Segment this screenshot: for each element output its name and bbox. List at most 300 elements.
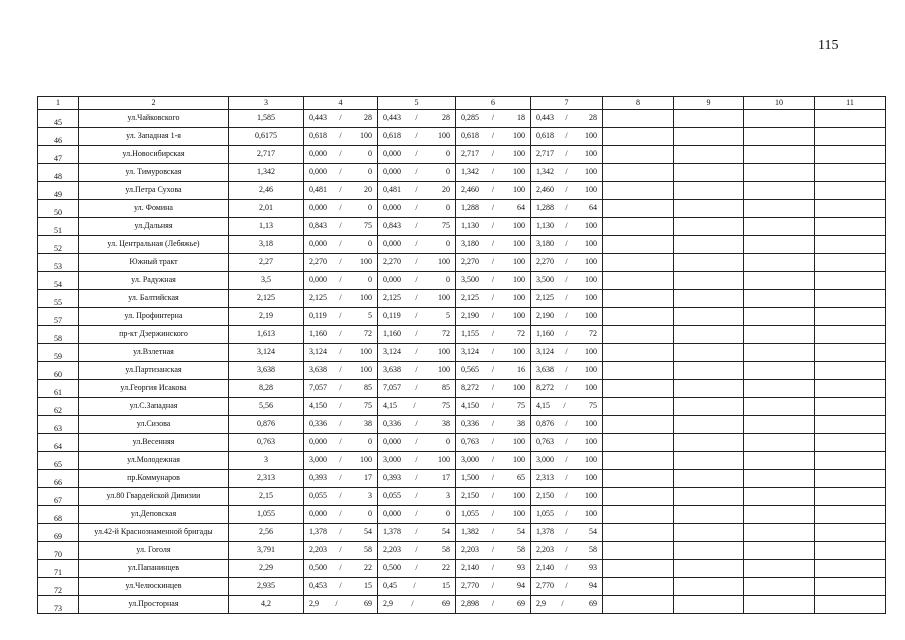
- length-percent-cell: [531, 452, 603, 470]
- percent-value: 0: [367, 203, 372, 213]
- percent-value: 100: [512, 455, 525, 465]
- percent-value: 15: [441, 581, 450, 591]
- length-percent-cell: [456, 452, 531, 470]
- table-row: [38, 506, 886, 524]
- length-value: 0,443: [536, 113, 554, 123]
- length-percent-cell: [378, 470, 456, 488]
- length-percent-cell: [456, 578, 531, 596]
- length-value: 0,618: [461, 131, 479, 141]
- percent-value: 100: [584, 311, 597, 321]
- empty-cell-col-9: [674, 452, 744, 470]
- separator: /: [491, 365, 495, 375]
- separator: /: [413, 581, 416, 591]
- length-value: 1,130: [536, 221, 554, 231]
- length-percent-cell: [456, 308, 531, 326]
- percent-value: 58: [588, 545, 597, 555]
- length-value: 0,119: [383, 311, 401, 321]
- length-value: 2,9: [309, 599, 319, 609]
- length-value: 0,618: [383, 131, 401, 141]
- length-percent-cell: [304, 398, 378, 416]
- percent-value: 0: [367, 149, 372, 159]
- length-percent-cell: [456, 236, 531, 254]
- empty-cell-col-11: [815, 452, 886, 470]
- separator: /: [415, 203, 418, 213]
- separator: /: [339, 131, 342, 141]
- percent-value: 100: [584, 347, 597, 357]
- empty-cell-col-8: [603, 542, 674, 560]
- length-percent-cell: [378, 200, 456, 218]
- separator: /: [415, 275, 418, 285]
- empty-cell-col-9: [674, 128, 744, 146]
- percent-value: 72: [363, 329, 372, 339]
- length-value: 1,500: [461, 473, 479, 483]
- percent-value: 100: [584, 131, 597, 141]
- empty-cell-col-11: [815, 182, 886, 200]
- percent-value: 3: [445, 491, 450, 501]
- length-value: 0,618: [536, 131, 554, 141]
- empty-cell-col-9: [674, 218, 744, 236]
- length-percent-cell: [456, 128, 531, 146]
- percent-value: 100: [359, 257, 372, 267]
- percent-value: 100: [359, 455, 372, 465]
- empty-cell-col-10: [744, 398, 815, 416]
- row-number: 49: [38, 182, 79, 200]
- table-row: [38, 164, 886, 182]
- length-percent-cell: [531, 326, 603, 344]
- length-percent-cell: [531, 128, 603, 146]
- separator: /: [565, 347, 568, 357]
- row-number: 69: [38, 524, 79, 542]
- length-percent-cell: [304, 596, 378, 614]
- length-percent-cell: [531, 416, 603, 434]
- length-value: 0,45: [383, 581, 397, 591]
- length-percent-cell: [531, 236, 603, 254]
- separator: /: [491, 563, 495, 573]
- length-percent-cell: [456, 416, 531, 434]
- separator: /: [561, 599, 564, 609]
- percent-value: 100: [584, 437, 597, 447]
- length-percent-cell: [456, 272, 531, 290]
- length-value: 0,000: [309, 509, 327, 519]
- percent-value: 93: [516, 563, 525, 573]
- length-value: 3,124: [536, 347, 554, 357]
- percent-value: 69: [441, 599, 450, 609]
- length-value: 0,393: [309, 473, 327, 483]
- length-value: 2,9: [536, 599, 546, 609]
- street-name: ул.Новосибирская: [79, 146, 229, 164]
- length-percent-cell: [304, 254, 378, 272]
- total-length: 0,6175: [229, 128, 304, 146]
- column-header: 6: [456, 97, 531, 110]
- row-number: 63: [38, 416, 79, 434]
- table-row: [38, 362, 886, 380]
- empty-cell-col-8: [603, 596, 674, 614]
- percent-value: 100: [512, 383, 525, 393]
- total-length: 2,19: [229, 308, 304, 326]
- separator: /: [415, 347, 418, 357]
- length-value: 2,270: [536, 257, 554, 267]
- separator: /: [491, 437, 495, 447]
- table-row: [38, 218, 886, 236]
- percent-value: 58: [441, 545, 450, 555]
- percent-value: 75: [363, 221, 372, 231]
- length-percent-cell: [304, 218, 378, 236]
- separator: /: [491, 473, 495, 483]
- separator: /: [415, 455, 418, 465]
- total-length: 8,28: [229, 380, 304, 398]
- percent-value: 0: [445, 149, 450, 159]
- street-name: ул. Фомина: [79, 200, 229, 218]
- row-number: 46: [38, 128, 79, 146]
- table-row: [38, 434, 886, 452]
- column-header: 10: [744, 97, 815, 110]
- separator: /: [339, 167, 342, 177]
- separator: /: [413, 401, 416, 411]
- separator: /: [339, 149, 342, 159]
- empty-cell-col-8: [603, 488, 674, 506]
- percent-value: 22: [441, 563, 450, 573]
- length-value: 2,203: [309, 545, 327, 555]
- percent-value: 100: [437, 257, 450, 267]
- length-percent-cell: [378, 272, 456, 290]
- percent-value: 64: [588, 203, 597, 213]
- percent-value: 54: [441, 527, 450, 537]
- percent-value: 54: [363, 527, 372, 537]
- separator: /: [339, 491, 342, 501]
- percent-value: 100: [512, 131, 525, 141]
- row-number: 60: [38, 362, 79, 380]
- separator: /: [565, 563, 568, 573]
- percent-value: 69: [516, 599, 525, 609]
- empty-cell-col-9: [674, 236, 744, 254]
- empty-cell-col-11: [815, 272, 886, 290]
- separator: /: [565, 131, 568, 141]
- empty-cell-col-9: [674, 182, 744, 200]
- separator: /: [565, 293, 568, 303]
- percent-value: 3: [367, 491, 372, 501]
- length-percent-cell: [304, 434, 378, 452]
- empty-cell-col-10: [744, 326, 815, 344]
- empty-cell-col-11: [815, 488, 886, 506]
- separator: /: [415, 329, 418, 339]
- separator: /: [491, 419, 495, 429]
- length-value: 2,313: [536, 473, 554, 483]
- length-value: 0,393: [383, 473, 401, 483]
- length-percent-cell: [531, 542, 603, 560]
- length-value: 3,000: [461, 455, 479, 465]
- length-percent-cell: [378, 362, 456, 380]
- separator: /: [491, 509, 495, 519]
- separator: /: [339, 347, 342, 357]
- percent-value: 100: [512, 347, 525, 357]
- percent-value: 58: [363, 545, 372, 555]
- table-row: [38, 344, 886, 362]
- percent-value: 100: [584, 419, 597, 429]
- length-value: 3,638: [309, 365, 327, 375]
- separator: /: [491, 203, 495, 213]
- separator: /: [415, 491, 418, 501]
- percent-value: 15: [363, 581, 372, 591]
- separator: /: [415, 437, 418, 447]
- length-percent-cell: [378, 542, 456, 560]
- length-value: 1,342: [461, 167, 479, 177]
- row-number: 50: [38, 200, 79, 218]
- percent-value: 17: [441, 473, 450, 483]
- separator: /: [339, 401, 342, 411]
- street-name: ул.Георгия Исакова: [79, 380, 229, 398]
- table-row: [38, 416, 886, 434]
- total-length: 2,935: [229, 578, 304, 596]
- separator: /: [565, 419, 568, 429]
- total-length: 2,27: [229, 254, 304, 272]
- percent-value: 75: [441, 221, 450, 231]
- separator: /: [339, 383, 342, 393]
- total-length: 1,13: [229, 218, 304, 236]
- percent-value: 75: [588, 401, 597, 411]
- length-percent-cell: [456, 542, 531, 560]
- separator: /: [339, 221, 342, 231]
- length-value: 1,160: [383, 329, 401, 339]
- street-name: пр.Коммунаров: [79, 470, 229, 488]
- percent-value: 100: [584, 455, 597, 465]
- length-value: 2,203: [461, 545, 479, 555]
- table-row: [38, 110, 886, 128]
- length-value: 0,843: [383, 221, 401, 231]
- empty-cell-col-10: [744, 254, 815, 272]
- percent-value: 69: [363, 599, 372, 609]
- length-value: 0,618: [309, 131, 327, 141]
- table-row: [38, 524, 886, 542]
- length-value: 1,130: [461, 221, 479, 231]
- empty-cell-col-8: [603, 524, 674, 542]
- length-value: 0,500: [383, 563, 401, 573]
- empty-cell-col-9: [674, 524, 744, 542]
- length-value: 2,460: [461, 185, 479, 195]
- percent-value: 93: [588, 563, 597, 573]
- length-value: 2,125: [536, 293, 554, 303]
- length-value: 2,140: [461, 563, 479, 573]
- length-value: 3,180: [536, 239, 554, 249]
- length-value: 4,150: [461, 401, 479, 411]
- empty-cell-col-11: [815, 128, 886, 146]
- length-value: 0,285: [461, 113, 479, 123]
- separator: /: [339, 473, 342, 483]
- length-percent-cell: [456, 488, 531, 506]
- table-row: [38, 182, 886, 200]
- length-percent-cell: [456, 398, 531, 416]
- separator: /: [491, 455, 495, 465]
- column-header: 3: [229, 97, 304, 110]
- separator: /: [491, 167, 495, 177]
- separator: /: [565, 113, 568, 123]
- length-percent-cell: [304, 110, 378, 128]
- length-percent-cell: [378, 488, 456, 506]
- empty-cell-col-11: [815, 524, 886, 542]
- length-value: 0,055: [309, 491, 327, 501]
- length-value: 2,717: [461, 149, 479, 159]
- street-name: ул. Гоголя: [79, 542, 229, 560]
- empty-cell-col-9: [674, 344, 744, 362]
- separator: /: [415, 383, 418, 393]
- total-length: 4,2: [229, 596, 304, 614]
- empty-cell-col-8: [603, 254, 674, 272]
- length-percent-cell: [531, 182, 603, 200]
- length-value: 0,481: [309, 185, 327, 195]
- street-name: ул.Челюскинцев: [79, 578, 229, 596]
- empty-cell-col-8: [603, 290, 674, 308]
- length-percent-cell: [378, 506, 456, 524]
- length-percent-cell: [378, 434, 456, 452]
- table-row: [38, 272, 886, 290]
- total-length: 3,638: [229, 362, 304, 380]
- length-percent-cell: [304, 560, 378, 578]
- percent-value: 20: [363, 185, 372, 195]
- total-length: 1,342: [229, 164, 304, 182]
- empty-cell-col-11: [815, 290, 886, 308]
- separator: /: [415, 131, 418, 141]
- length-value: 0,443: [309, 113, 327, 123]
- empty-cell-col-9: [674, 560, 744, 578]
- total-length: 2,01: [229, 200, 304, 218]
- length-percent-cell: [378, 398, 456, 416]
- length-percent-cell: [378, 146, 456, 164]
- row-number: 45: [38, 110, 79, 128]
- percent-value: 100: [512, 149, 525, 159]
- length-value: 1,288: [461, 203, 479, 213]
- empty-cell-col-8: [603, 308, 674, 326]
- percent-value: 100: [584, 509, 597, 519]
- total-length: 2,56: [229, 524, 304, 542]
- separator: /: [565, 545, 568, 555]
- table-row: [38, 236, 886, 254]
- percent-value: 54: [516, 527, 525, 537]
- table-row: [38, 452, 886, 470]
- separator: /: [339, 185, 342, 195]
- length-value: 0,500: [309, 563, 327, 573]
- total-length: 2,313: [229, 470, 304, 488]
- length-value: 0,000: [309, 239, 327, 249]
- percent-value: 94: [588, 581, 597, 591]
- empty-cell-col-8: [603, 578, 674, 596]
- street-name: ул.42-й Краснознаменной бригады: [79, 524, 229, 542]
- length-percent-cell: [531, 290, 603, 308]
- length-value: 3,180: [461, 239, 479, 249]
- row-number: 58: [38, 326, 79, 344]
- length-value: 4,15: [536, 401, 550, 411]
- empty-cell-col-10: [744, 506, 815, 524]
- percent-value: 100: [584, 383, 597, 393]
- percent-value: 100: [512, 491, 525, 501]
- length-percent-cell: [378, 524, 456, 542]
- empty-cell-col-10: [744, 542, 815, 560]
- percent-value: 100: [512, 311, 525, 321]
- length-percent-cell: [304, 362, 378, 380]
- length-percent-cell: [531, 470, 603, 488]
- length-value: 2,770: [461, 581, 479, 591]
- length-percent-cell: [531, 398, 603, 416]
- row-number: 65: [38, 452, 79, 470]
- length-percent-cell: [304, 146, 378, 164]
- percent-value: 100: [512, 167, 525, 177]
- row-number: 51: [38, 218, 79, 236]
- percent-value: 58: [516, 545, 525, 555]
- length-value: 2,190: [461, 311, 479, 321]
- table-body: [38, 97, 886, 614]
- percent-value: 100: [512, 239, 525, 249]
- empty-cell-col-8: [603, 434, 674, 452]
- separator: /: [565, 473, 568, 483]
- empty-cell-col-10: [744, 380, 815, 398]
- row-number: 55: [38, 290, 79, 308]
- empty-cell-col-11: [815, 236, 886, 254]
- length-percent-cell: [531, 596, 603, 614]
- separator: /: [415, 509, 418, 519]
- length-value: 0,000: [309, 203, 327, 213]
- total-length: 2,125: [229, 290, 304, 308]
- separator: /: [415, 221, 418, 231]
- length-percent-cell: [378, 416, 456, 434]
- length-percent-cell: [304, 380, 378, 398]
- empty-cell-col-11: [815, 344, 886, 362]
- table-row: [38, 560, 886, 578]
- length-value: 0,565: [461, 365, 479, 375]
- separator: /: [565, 455, 568, 465]
- length-value: 2,770: [536, 581, 554, 591]
- empty-cell-col-10: [744, 344, 815, 362]
- separator: /: [339, 203, 342, 213]
- column-header: 8: [603, 97, 674, 110]
- separator: /: [415, 239, 418, 249]
- length-value: 2,150: [536, 491, 554, 501]
- length-percent-cell: [456, 344, 531, 362]
- percent-value: 22: [363, 563, 372, 573]
- empty-cell-col-10: [744, 596, 815, 614]
- separator: /: [491, 239, 495, 249]
- separator: /: [339, 293, 342, 303]
- length-value: 3,124: [383, 347, 401, 357]
- empty-cell-col-8: [603, 560, 674, 578]
- percent-value: 0: [445, 437, 450, 447]
- length-percent-cell: [456, 524, 531, 542]
- table-row: [38, 578, 886, 596]
- length-percent-cell: [378, 452, 456, 470]
- length-value: 0,000: [309, 275, 327, 285]
- percent-value: 94: [516, 581, 525, 591]
- empty-cell-col-11: [815, 560, 886, 578]
- separator: /: [565, 437, 568, 447]
- separator: /: [491, 221, 495, 231]
- separator: /: [339, 527, 342, 537]
- length-value: 2,717: [536, 149, 554, 159]
- length-percent-cell: [378, 110, 456, 128]
- separator: /: [491, 581, 495, 591]
- empty-cell-col-10: [744, 362, 815, 380]
- length-value: 2,150: [461, 491, 479, 501]
- length-percent-cell: [378, 596, 456, 614]
- table-row: [38, 308, 886, 326]
- separator: /: [339, 113, 342, 123]
- length-percent-cell: [456, 596, 531, 614]
- separator: /: [491, 545, 495, 555]
- empty-cell-col-11: [815, 218, 886, 236]
- row-number: 62: [38, 398, 79, 416]
- length-value: 0,336: [309, 419, 327, 429]
- row-number: 57: [38, 308, 79, 326]
- row-number: 71: [38, 560, 79, 578]
- length-value: 0,000: [309, 437, 327, 447]
- percent-value: 100: [584, 365, 597, 375]
- percent-value: 100: [437, 131, 450, 141]
